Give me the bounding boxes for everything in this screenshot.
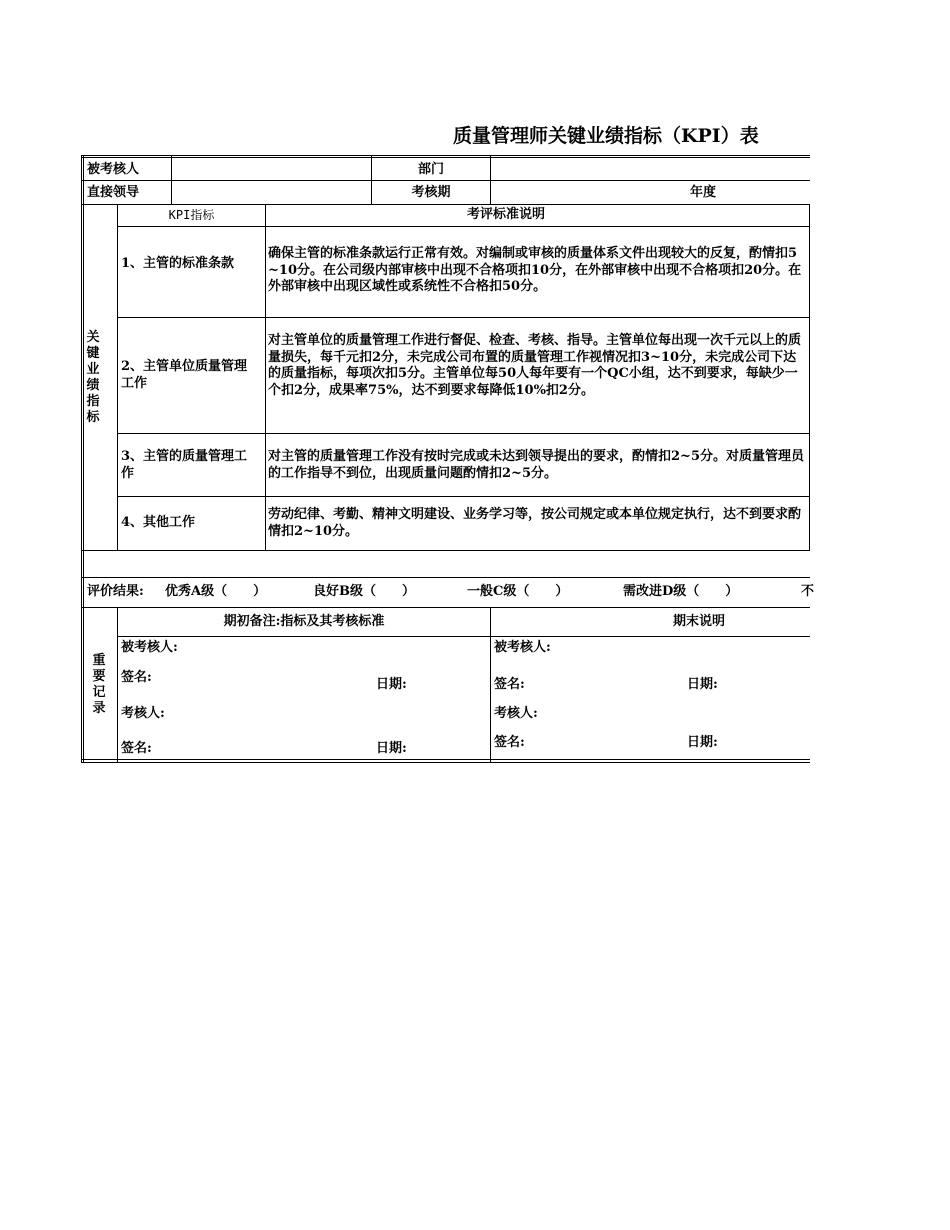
left-assessor-label: 考核人: [121, 706, 165, 721]
kpi-criteria-3: 对主管的质量管理工作没有按时完成或未达到领导提出的要求，酌情扣2~5分。对质量管理员的工作指导不到位，出现质量问题酌情扣2~5分。 [268, 449, 804, 481]
kpi-criteria-2: 对主管单位的质量管理工作进行督促、检查、考核、指导。主管单位每出现一次千元以上的质量损失，每千元扣2分，未完成公司布置的质量管理工作视情况扣3~10分，未完成公司下达的质量指标，每项次扣5分。主管单位每50人每年要有一个QC小组，达不到要求，每缺少一个扣2分，成果率75%，达不到要求每降低10%扣2分。 [268, 333, 802, 398]
evaluation-option-a[interactable]: 优秀A级（ ） [165, 584, 267, 599]
left-assessor-date-label: 日期: [376, 741, 407, 756]
evaluation-option-c[interactable]: 一般C级（ ） [467, 584, 569, 599]
kpi-indicator-3: 3、主管的质量管理工作 [121, 449, 248, 481]
left-assessor-sign-label: 签名: [121, 741, 152, 756]
page-title: 质量管理师关键业绩指标（KPI）表 [453, 125, 759, 147]
kpi-indicator-4: 4、其他工作 [121, 515, 196, 530]
records-side-label: 重要记录 [92, 653, 106, 716]
right-assessor-date-label: 日期: [687, 735, 718, 750]
right-assessee-sign-label: 签名: [494, 677, 525, 692]
left-assessee-sign-label: 签名: [121, 670, 152, 685]
records-right-header: 期末说明 [672, 614, 725, 629]
department-label: 部门 [417, 162, 444, 177]
right-assessee-date-label: 日期: [687, 677, 718, 692]
kpi-form-table [81, 155, 815, 763]
assessee-label: 被考核人 [87, 162, 140, 177]
evaluation-option-b[interactable]: 良好B级（ ） [313, 584, 415, 599]
period-label: 考核期 [411, 185, 451, 200]
left-assessee-label: 被考核人: [121, 640, 178, 655]
kpi-indicator-header: KPI指标 [168, 208, 215, 222]
records-left-header: 期初备注:指标及其考核标准 [223, 614, 385, 629]
evaluation-option-d[interactable]: 需改进D级（ ） [623, 584, 739, 599]
evaluation-label: 评价结果: [87, 584, 144, 599]
kpi-criteria-4: 劳动纪律、考勤、精神文明建设、业务学习等，按公司规定或本单位规定执行，达不到要求酌情扣2~10分。 [268, 507, 802, 539]
kpi-side-label: 关键业绩指标 [86, 330, 100, 425]
kpi-criteria-1: 确保主管的标准条款运行正常有效。对编制或审核的质量体系文件出现较大的反复，酌情扣5~10分。在公司级内部审核中出现不合格项扣10分，在外部审核中出现不合格项扣20分。在外部审核中出现区域性或系统性不合格扣50分。 [268, 246, 802, 294]
left-assessee-date-label: 日期: [376, 677, 407, 692]
supervisor-label: 直接领导 [87, 185, 140, 200]
right-assessee-label: 被考核人: [494, 640, 551, 655]
kpi-criteria-header: 考评标准说明 [466, 207, 545, 222]
kpi-indicator-2: 2、主管单位质量管理工作 [121, 359, 248, 391]
period-value: 年度 [689, 185, 716, 200]
right-assessor-sign-label: 签名: [494, 735, 525, 750]
right-assessor-label: 考核人: [494, 706, 538, 721]
kpi-indicator-1: 1、主管的标准条款 [121, 256, 235, 271]
evaluation-option-e[interactable]: 不 [801, 584, 815, 599]
